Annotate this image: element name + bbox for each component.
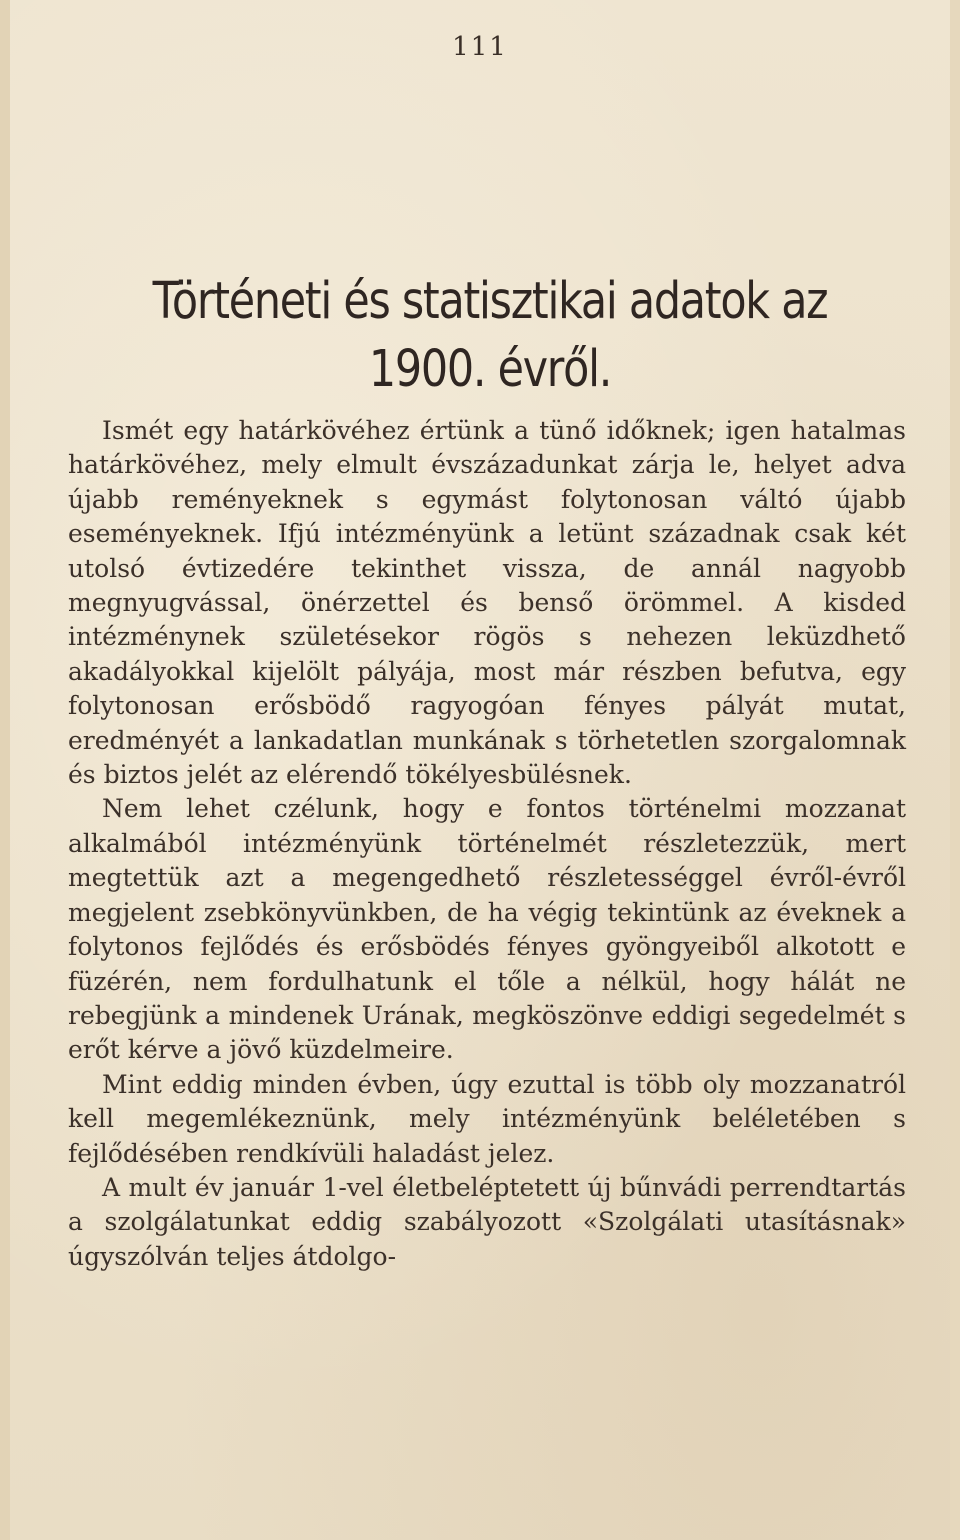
- chapter-title: Történeti és statisztikai adatok az 1900. évről.: [152, 272, 828, 399]
- paragraph-4: A mult év január 1-vel életbeléptetett új bűnvádi perrendtartás a szolgálatunkat eddig szabályozott «Szolgálati utasításnak» úgyszólván teljes átdolgo-: [68, 1172, 906, 1271]
- paragraph-3: Mint eddig minden évben, úgy ezuttal is több oly mozzanatról kell megemlékeznünk, mely intézményünk beléletében s fejlődésében rendkívüli haladást jelez.: [68, 1069, 906, 1168]
- body-text: [68, 414, 906, 1274]
- paragraph-2: Nem lehet czélunk, hogy e fontos történelmi mozzanat alkalmából intézményünk történelmét részletezzük, mert megtettük azt a megengedhető részletességgel évről-évről megjelent zsebkönyvünkben, de ha végig tekintünk az éveknek a folytonos fejlődés és erősbödés fényes gyöngyeiből alkotott e füzérén, nem fordulhatunk el tőle a nélkül, hogy hálát ne rebegjünk a mindenek Urának, megköszönve eddigi segedelmét s erőt kérve a jövő küzdelmeire.: [68, 794, 906, 1065]
- page-number: 111: [452, 32, 508, 62]
- paragraph-1: Ismét egy határkövéhez értünk a tünő időknek; igen hatalmas határkövéhez, mely elmult évszázadunkat zárja le, helyet adva újabb reményeknek s egymást folytonosan váltó újabb eseményeknek. Ifjú intézményünk a letünt századnak csak két utolsó évtizedére tekinthet vissza, de annál nagyobb megnyugvással, önérzettel és benső örömmel. A kisded intézménynek születésekor rögös s nehezen leküzdhető akadályokkal kijelölt pályája, most már részben befutva, egy folytonosan erősbödő ragyogóan fényes pályát mutat, eredményét a lankadatlan munkának s törhetetlen szorgalomnak és biztos jelét az elérendő tökélyesbülésnek.: [68, 416, 906, 790]
